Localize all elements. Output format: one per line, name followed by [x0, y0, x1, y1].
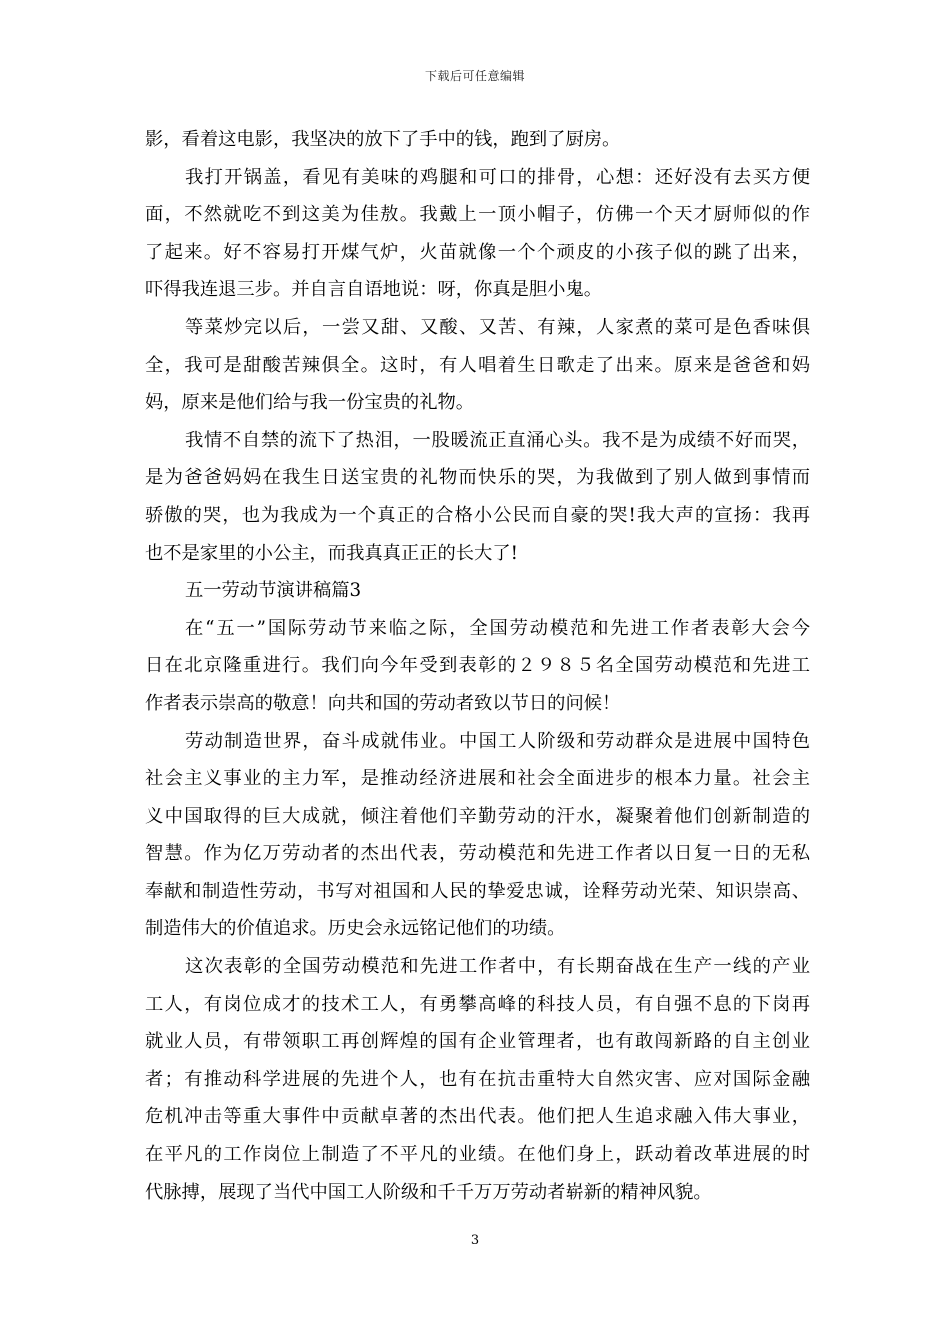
page-number: 3 — [470, 1233, 480, 1248]
text-line: 在“五一”国际劳动节来临之际，全国劳动模范和先进工作者表彰大会今 — [185, 617, 810, 639]
text-line: 就业人员，有带领职工再创辉煌的国有企业管理者，也有敢闯新路的自主创业 — [145, 1031, 810, 1053]
text-line: 我打开锅盖，看见有美味的鸡腿和可口的排骨，心想：还好没有去买方便 — [185, 166, 810, 188]
page-header: 下载后可任意编辑 — [424, 69, 525, 83]
text-line: 劳动制造世界，奋斗成就伟业。中国工人阶级和劳动群众是进展中国特色 — [185, 730, 810, 752]
text-line: 等菜炒完以后，一尝又甜、又酸、又苦、有辣，人家煮的菜可是色香味俱 — [185, 316, 810, 338]
text-line: 骄傲的哭，也为我成为一个真正的合格小公民而自豪的哭!我大声的宣扬：我再 — [145, 504, 810, 526]
text-line: 奉献和制造性劳动，书写对祖国和人民的挚爱忠诚，诠释劳动光荣、知识崇高、 — [145, 880, 810, 902]
text-line: 制造伟大的价值追求。历史会永远铭记他们的功绩。 — [145, 918, 566, 940]
text-line: 社会主义事业的主力军，是推动经济进展和社会全面进步的根本力量。社会主 — [145, 768, 810, 790]
text-line: 日在北京隆重进行。我们向今年受到表彰的２９８５名全国劳动模范和先进工 — [145, 655, 810, 677]
text-line: 代脉搏，展现了当代中国工人阶级和千千万万劳动者崭新的精神风貌。 — [145, 1181, 712, 1203]
text-line: 智慧。作为亿万劳动者的杰出代表，劳动模范和先进工作者以日复一日的无私 — [145, 843, 810, 865]
text-line: 面，不然就吃不到这美为佳敖。我戴上一顶小帽子，仿佛一个天才厨师似的作 — [145, 204, 810, 226]
text-line: 也不是家里的小公主，而我真真正正的长大了! — [145, 542, 518, 564]
text-line: 工人，有岗位成才的技术工人，有勇攀高峰的科技人员，有自强不息的下岗再 — [145, 993, 810, 1015]
text-line: 作者表示崇高的敬意！向共和国的劳动者致以节日的问候！ — [145, 692, 621, 714]
text-line: 了起来。好不容易打开煤气炉，火苗就像一个个顽皮的小孩子似的跳了出来， — [145, 241, 810, 263]
text-line: 妈，原来是他们给与我一份宝贵的礼物。 — [145, 392, 475, 414]
document-body — [145, 121, 810, 1211]
text-line: 全，我可是甜酸苦辣俱全。这时，有人唱着生日歌走了出来。原来是爸爸和妈 — [145, 354, 810, 376]
text-line: 吓得我连退三步。并自言自语地说：呀，你真是胆小鬼。 — [145, 279, 603, 301]
text-line: 这次表彰的全国劳动模范和先进工作者中，有长期奋战在生产一线的产业 — [185, 956, 810, 978]
text-line: 义中国取得的巨大成就，倾注着他们辛勤劳动的汗水，凝聚着他们创新制造的 — [145, 805, 810, 827]
text-line: 在平凡的工作岗位上制造了不平凡的业绩。在他们身上，跃动着改革进展的时 — [145, 1144, 810, 1166]
text-line: 影，看着这电影，我坚决的放下了手中的钱，跑到了厨房。 — [145, 129, 621, 150]
text-line: 是为爸爸妈妈在我生日送宝贵的礼物而快乐的哭，为我做到了别人做到事情而 — [145, 467, 810, 489]
text-line: 者；有推动科学进展的先进个人，也有在抗击重特大自然灾害、应对国际金融 — [145, 1068, 810, 1090]
text-line: 危机冲击等重大事件中贡献卓著的杰出代表。他们把人生追求融入伟大事业， — [145, 1106, 810, 1128]
text-line: 我情不自禁的流下了热泪，一股暖流正直涌心头。我不是为成绩不好而哭， — [185, 429, 810, 451]
text-line: 五一劳动节演讲稿篇3 — [185, 580, 362, 602]
